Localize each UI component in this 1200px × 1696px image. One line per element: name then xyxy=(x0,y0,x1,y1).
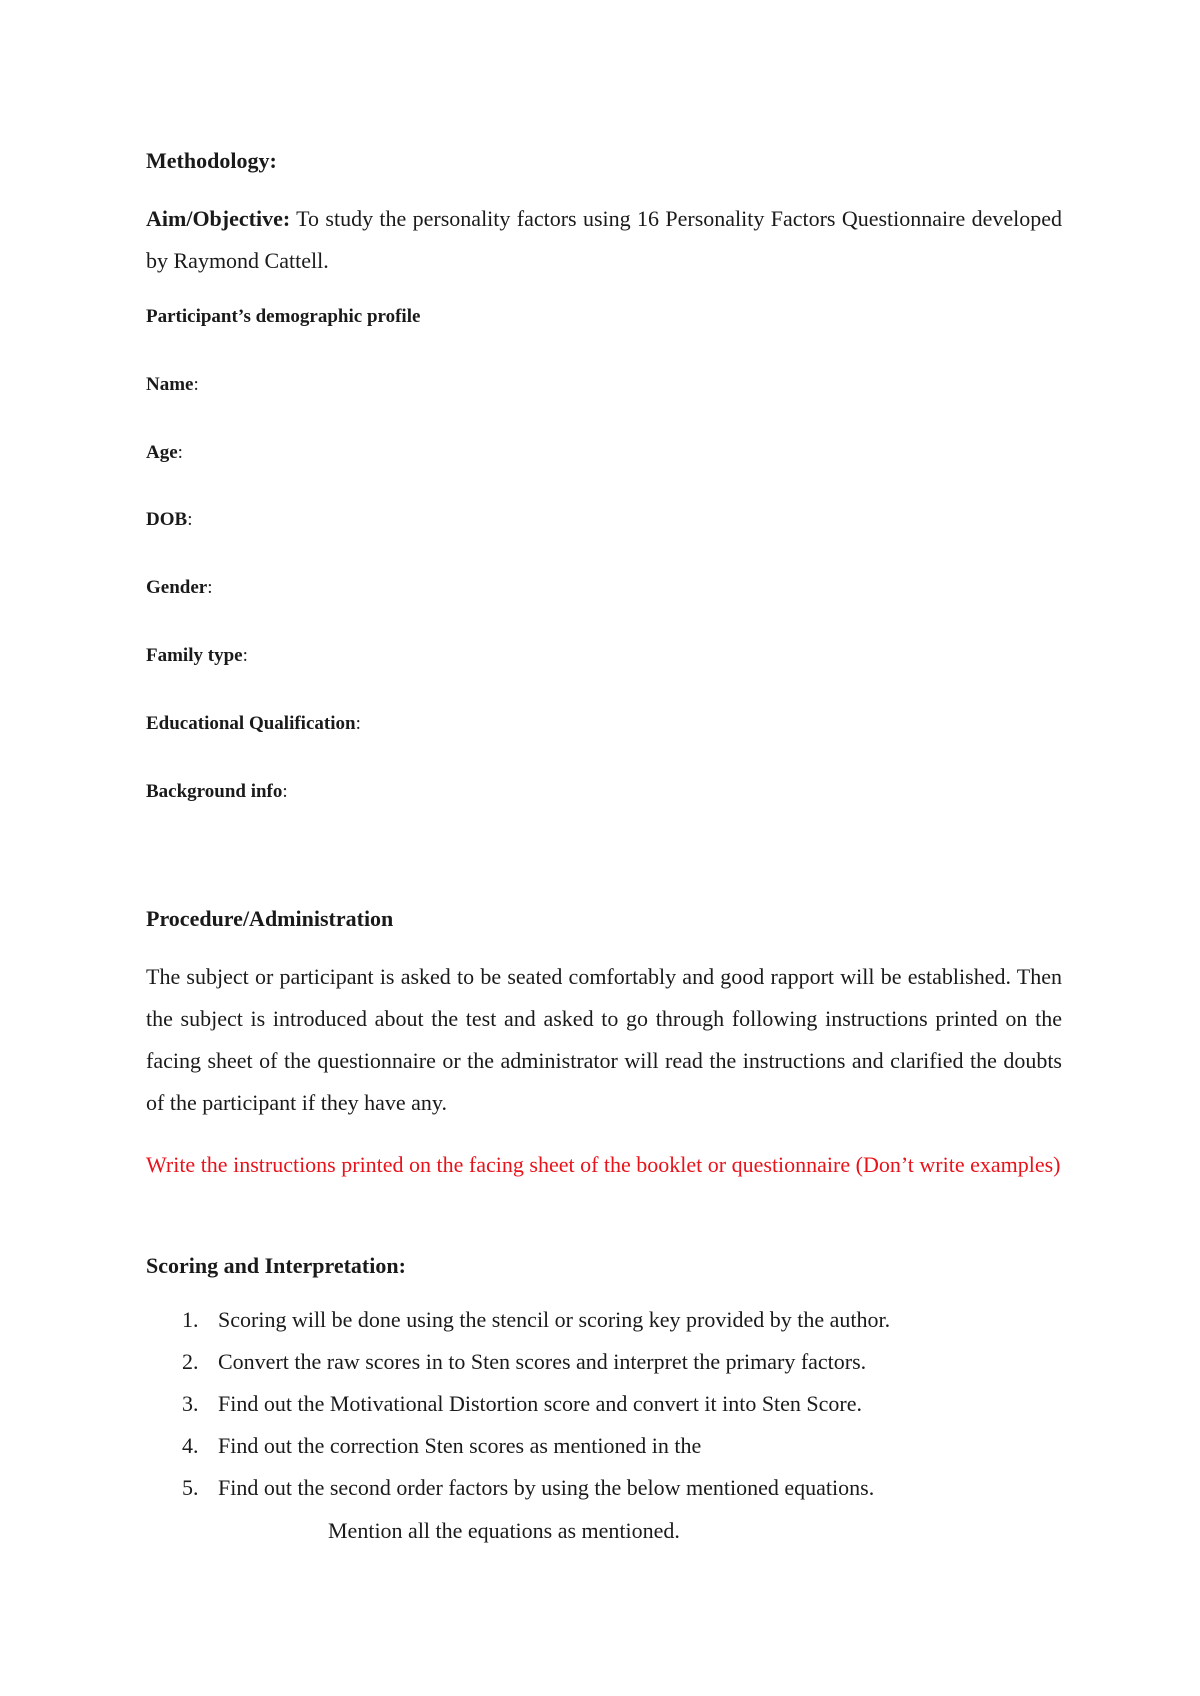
list-item xyxy=(146,1467,1062,1509)
field-background-info xyxy=(146,779,1062,805)
list-text: Scoring will be done using the stencil or scoring key provided by the author. xyxy=(218,1307,891,1332)
field-colon: : xyxy=(207,577,213,598)
instruction-note: Write the instructions printed on the facing sheet of the booklet or questionnaire (Don’t write examples) xyxy=(146,1152,1061,1177)
list-number: 3. xyxy=(182,1391,199,1416)
aim-paragraph xyxy=(146,198,1062,282)
procedure-heading: Procedure/Administration xyxy=(146,906,394,931)
scoring-heading: Scoring and Interpretation: xyxy=(146,1253,406,1278)
list-item xyxy=(146,1341,1062,1383)
list-item xyxy=(146,1425,1062,1467)
field-name xyxy=(146,372,1062,398)
field-label: Gender xyxy=(146,577,208,598)
field-educational-qualification xyxy=(146,711,1062,737)
list-item xyxy=(146,1383,1062,1425)
equations-note: Mention all the equations as mentioned. xyxy=(328,1518,680,1543)
field-colon: : xyxy=(177,442,183,463)
list-text: Convert the raw scores in to Sten scores and interpret the primary factors. xyxy=(218,1349,867,1374)
field-label: Background info xyxy=(146,781,283,802)
field-label: Name xyxy=(146,374,194,395)
aim-label: Aim/Objective: xyxy=(146,206,291,231)
field-colon: : xyxy=(355,713,361,734)
field-colon: : xyxy=(282,781,288,802)
field-label: Educational Qualification xyxy=(146,713,356,734)
field-label: Age xyxy=(146,442,178,463)
list-text: Find out the correction Sten scores as mentioned in the xyxy=(218,1433,702,1458)
field-age xyxy=(146,440,1062,466)
list-item xyxy=(146,1299,1062,1341)
list-text: Find out the Motivational Distortion score and convert it into Sten Score. xyxy=(218,1391,863,1416)
field-family-type xyxy=(146,643,1062,669)
list-number: 5. xyxy=(182,1475,199,1500)
list-number: 1. xyxy=(182,1307,199,1332)
methodology-heading: Methodology: xyxy=(146,148,277,173)
list-text: Find out the second order factors by using the below mentioned equations. xyxy=(218,1475,875,1500)
procedure-paragraph: The subject or participant is asked to be seated comfortably and good rapport will be established. Then the subject is introduced about the test and asked to go through following instructions printed on the facing sheet of the questionnaire or the administrator will read the instructions and clarified the doubts of the participant if they have any. xyxy=(146,964,1062,1115)
aim-text: To study the personality factors using 16 Personality Factors Questionnaire developed by Raymond Cattell. xyxy=(146,206,1062,273)
field-gender xyxy=(146,575,1062,601)
list-number: 2. xyxy=(182,1349,199,1374)
demographics-heading: Participant’s demographic profile xyxy=(146,306,421,327)
field-colon: : xyxy=(187,509,193,530)
field-dob xyxy=(146,507,1062,533)
list-number: 4. xyxy=(182,1433,199,1458)
field-colon: : xyxy=(242,645,248,666)
field-colon: : xyxy=(193,374,199,395)
field-label: DOB xyxy=(146,509,188,530)
field-label: Family type xyxy=(146,645,243,666)
scoring-steps-list xyxy=(146,1299,1062,1509)
